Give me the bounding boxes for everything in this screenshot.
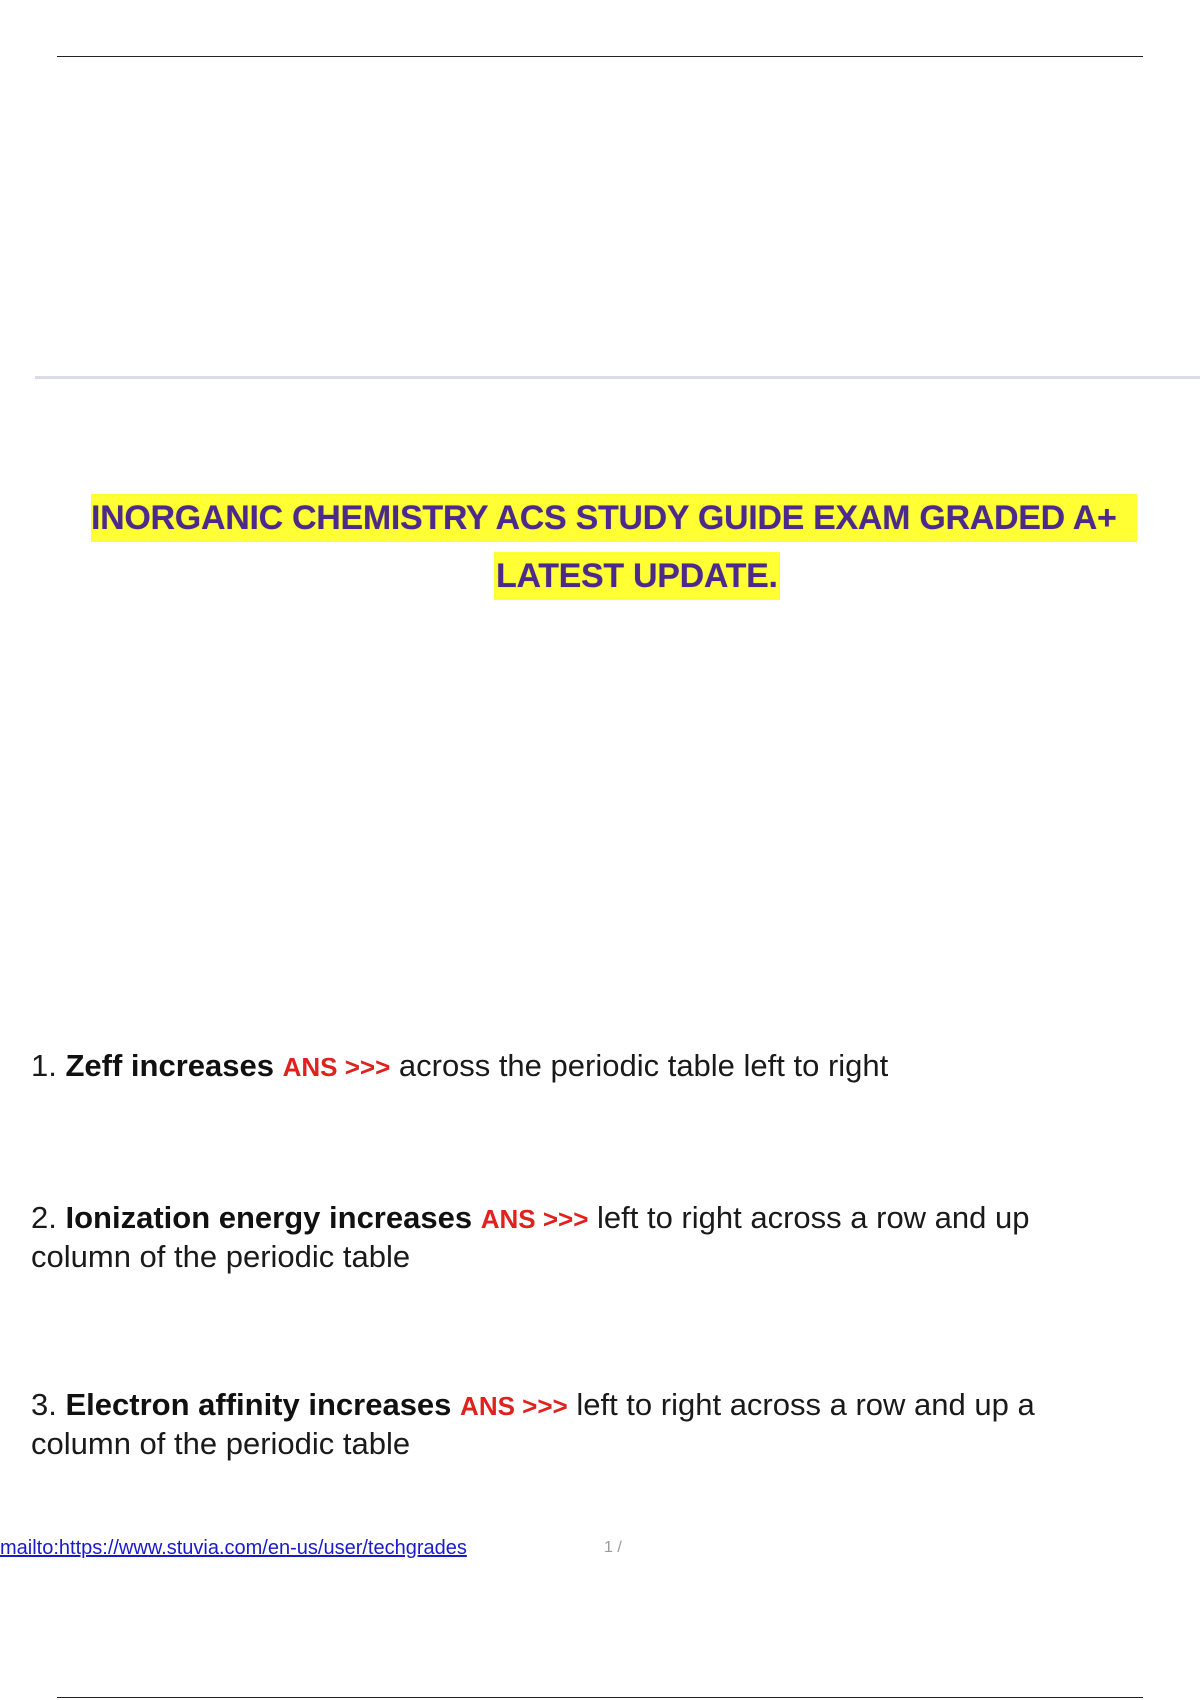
question-text: Ionization energy increases: [65, 1200, 473, 1235]
ans-marker: ANS >>>: [460, 1391, 568, 1421]
ans-marker: ANS >>>: [282, 1052, 391, 1082]
question-text: Zeff increases: [65, 1048, 274, 1083]
document-title-line-1: INORGANIC CHEMISTRY ACS STUDY GUIDE EXAM GRADED A+: [91, 494, 1137, 542]
question-text: Electron affinity increases: [65, 1387, 452, 1422]
page-number: 1 /: [604, 1539, 622, 1556]
ans-marker: ANS >>>: [480, 1204, 589, 1234]
top-rule: [57, 56, 1143, 57]
item-number: 3.: [31, 1387, 57, 1422]
qa-item-3: [31, 1386, 1091, 1462]
document-title-line-2: LATEST UPDATE.: [494, 552, 780, 600]
bottom-rule: [57, 1697, 1143, 1698]
item-number: 2.: [31, 1200, 57, 1235]
qa-item-2: [31, 1199, 1091, 1275]
item-number: 1.: [31, 1048, 57, 1083]
answer-text: across the periodic table left to right: [398, 1048, 889, 1083]
answer-text: left to right across a row and up a column of the periodic table: [31, 1387, 1035, 1461]
footer-profile-link[interactable]: mailto:https://www.stuvia.com/en-us/user/techgrades: [0, 1537, 467, 1559]
qa-item-1: [31, 1047, 1091, 1086]
answer-text: left to right across a row and up column of the periodic table: [31, 1200, 1030, 1274]
header-divider: [35, 376, 1200, 379]
